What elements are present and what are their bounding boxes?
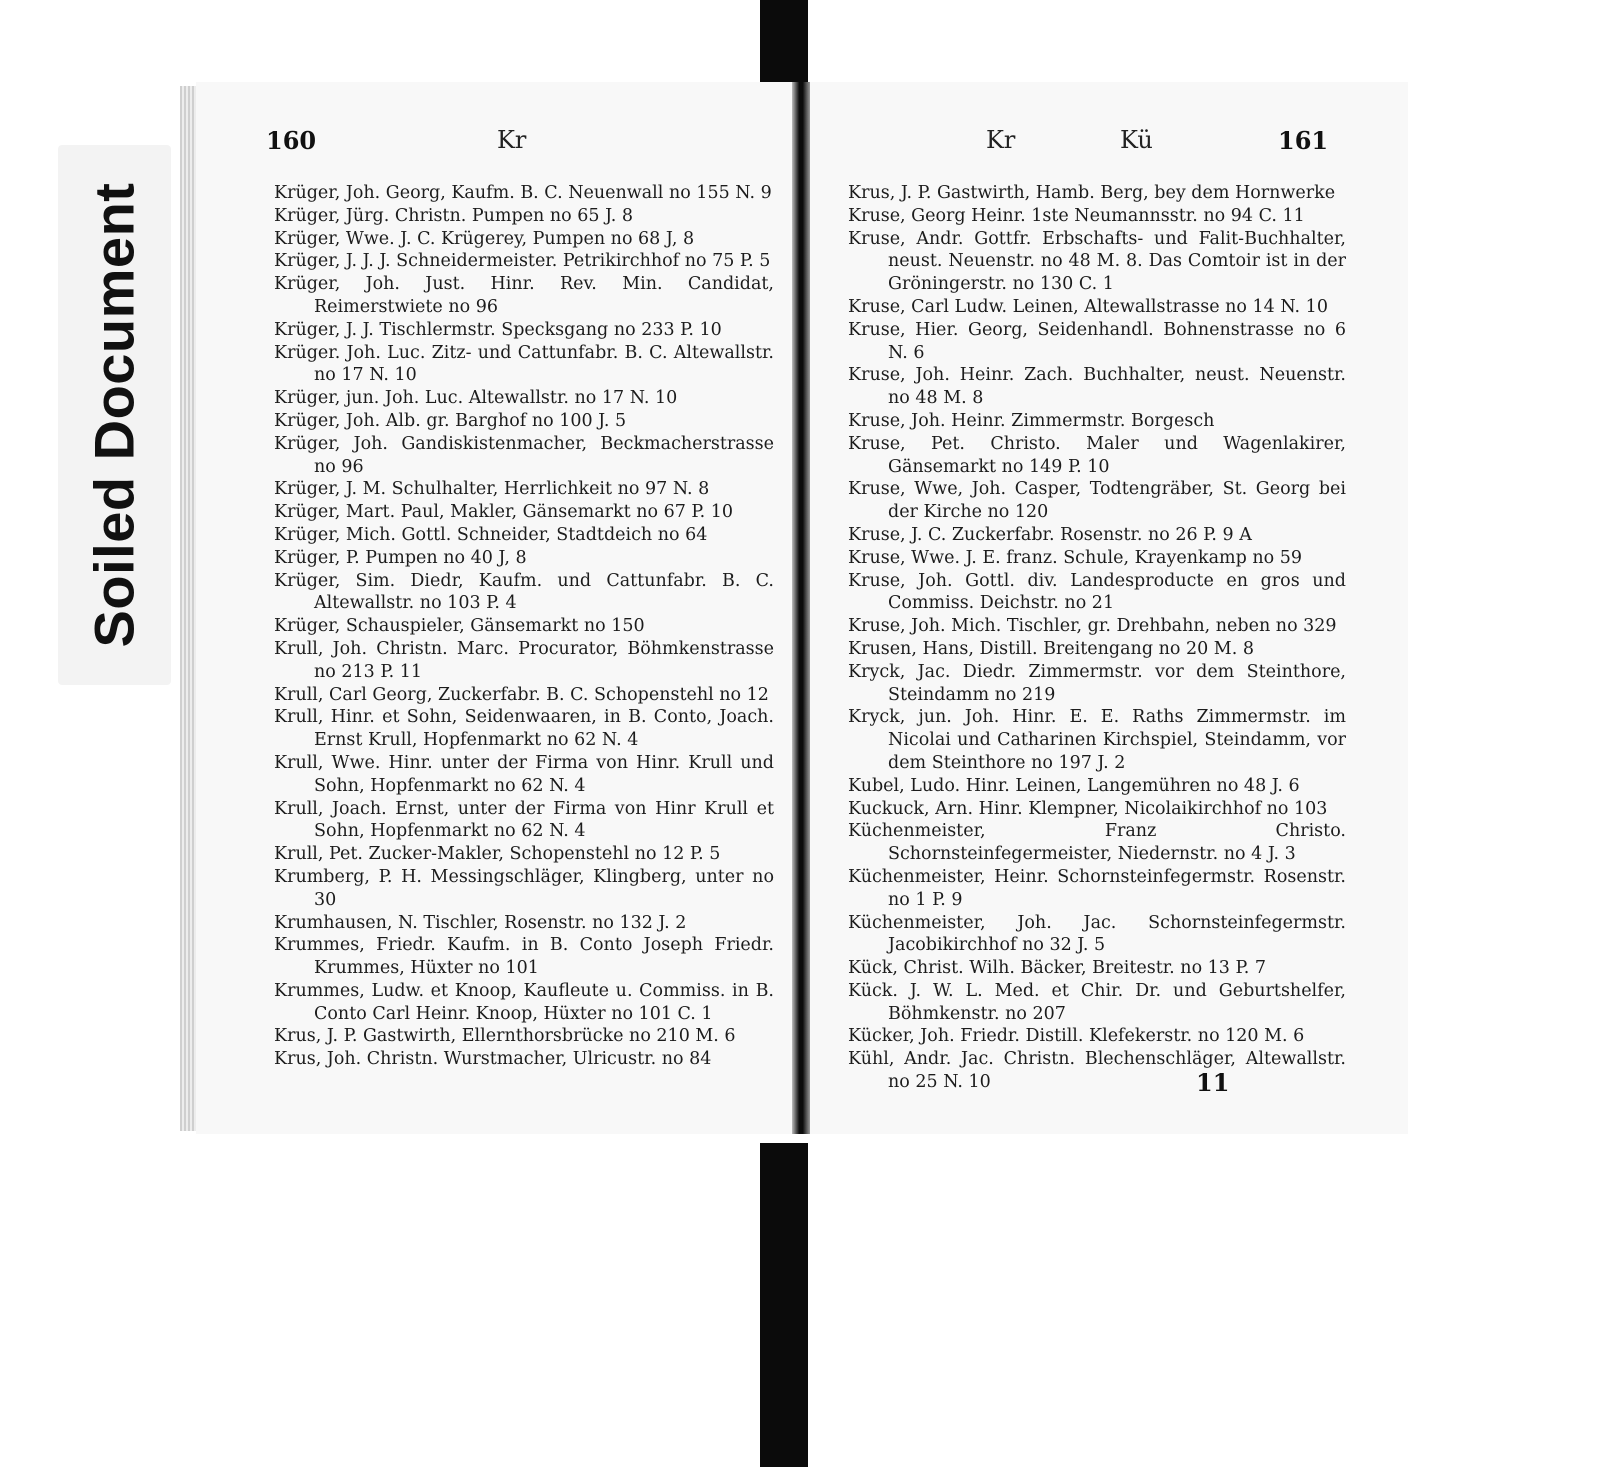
- directory-entry: Krumhausen, N. Tischler, Rosenstr. no 132 J. 2: [274, 912, 687, 933]
- directory-entry: Krull, Pet. Zucker-Makler, Schopenstehl no 12 P. 5: [274, 844, 721, 865]
- directory-entry: Kruse, Hier. Georg, Seidenhandl. Bohnenstrasse no 6 N. 6: [848, 319, 1346, 363]
- directory-entry: Krüger, Sim. Diedr, Kaufm. und Cattunfabr. B. C. Altewallstr. no 103 P. 4: [274, 570, 774, 614]
- directory-entry: Krüger. Joh. Luc. Zitz- und Cattunfabr. B. C. Altewallstr. no 17 N. 10: [274, 342, 774, 386]
- directory-entry: Krüger, Joh. Just. Hinr. Rev. Min. Candidat, Reimerstwiete no 96: [274, 274, 774, 317]
- directory-entry: Kruse, Joh. Mich. Tischler, gr. Drehbahn, neben no 329: [848, 616, 1337, 637]
- soiled-document-label: Soiled Document: [82, 182, 146, 648]
- directory-entry: Kruse, Andr. Gottfr. Erbschafts- und Falit-Buchhalter, neust. Neuenstr. no 48 M. 8. Das Comtoir ist in der Gröningerstr. no 130 C. 1: [848, 228, 1346, 295]
- directory-entry: Krummes, Ludw. et Knoop, Kaufleute u. Commiss. in B. Conto Carl Heinr. Knoop, Hüxter no 101 C. 1: [274, 980, 774, 1024]
- directory-entry: Krus, J. P. Gastwirth, Ellernthorsbrücke no 210 M. 6: [274, 1026, 736, 1047]
- right-page-header-right: Kü: [1120, 126, 1153, 154]
- directory-entry: Krüger, J. J. Tischlermstr. Specksgang no 233 P. 10: [274, 319, 722, 340]
- right-page-entries: [848, 182, 1346, 1094]
- directory-entry: Kuckuck, Arn. Hinr. Klempner, Nicolaikirchhof no 103: [848, 798, 1328, 819]
- directory-entry: Kryck, jun. Joh. Hinr. E. E. Raths Zimmermstr. im Nicolai und Catharinen Kirchspiel, Steindamm, vor dem Steinthore no 197 J. 2: [848, 707, 1346, 773]
- directory-entry: Krüger, Mart. Paul, Makler, Gänsemarkt no 67 P. 10: [274, 502, 734, 523]
- left-page-header: Kr: [497, 126, 527, 154]
- directory-entry: Krull, Joach. Ernst, unter der Firma von Hinr Krull et Sohn, Hopfenmarkt no 62 N. 4: [274, 798, 774, 842]
- directory-entry: Küchenmeister, Heinr. Schornsteinfegermstr. Rosenstr. no 1 P. 9: [848, 866, 1346, 910]
- directory-entry: Krüger, J. M. Schulhalter, Herrlichkeit no 97 N. 8: [274, 479, 710, 500]
- right-page-header-left: Kr: [986, 126, 1016, 154]
- directory-entry: Kruse, J. C. Zuckerfabr. Rosenstr. no 26 P. 9 A: [848, 524, 1252, 545]
- directory-entry: Krull, Hinr. et Sohn, Seidenwaaren, in B. Conto, Joach. Ernst Krull, Hopfenmarkt no 62 N. 4: [274, 707, 774, 751]
- directory-entry: Krüger, Joh. Gandiskistenmacher, Beckmacherstrasse no 96: [274, 433, 774, 477]
- directory-entry: Küchenmeister, Joh. Jac. Schornsteinfegermstr. Jacobikirchhof no 32 J. 5: [848, 912, 1346, 956]
- signature-mark: 11: [1196, 1068, 1230, 1097]
- directory-entry: Krüger, Jürg. Christn. Pumpen no 65 J. 8: [274, 205, 633, 226]
- directory-entry: Kruse, Carl Ludw. Leinen, Altewallstrasse no 14 N. 10: [848, 296, 1328, 317]
- directory-entry: Kück. J. W. L. Med. et Chir. Dr. und Geburtshelfer, Böhmkenstr. no 207: [848, 980, 1346, 1024]
- directory-entry: Küchenmeister, Franz Christo. Schornsteinfegermeister, Niedernstr. no 4 J. 3: [848, 821, 1346, 865]
- directory-entry: Kruse, Joh. Heinr. Zach. Buchhalter, neust. Neuenstr. no 48 M. 8: [848, 365, 1346, 409]
- directory-entry: Krus, Joh. Christn. Wurstmacher, Ulricustr. no 84: [274, 1049, 712, 1070]
- directory-entry: Krusen, Hans, Distill. Breitengang no 20 M. 8: [848, 638, 1254, 659]
- book-gutter: [792, 82, 810, 1134]
- binding-bar-bottom: [760, 1143, 808, 1467]
- directory-entry: Krüger, P. Pumpen no 40 J, 8: [274, 547, 527, 568]
- directory-entry: Krull, Wwe. Hinr. unter der Firma von Hinr. Krull und Sohn, Hopfenmarkt no 62 N. 4: [274, 752, 774, 796]
- directory-entry: Krummes, Friedr. Kaufm. in B. Conto Joseph Friedr. Krummes, Hüxter no 101: [274, 935, 774, 979]
- directory-entry: Kruse, Wwe. J. E. franz. Schule, Krayenkamp no 59: [848, 547, 1303, 568]
- directory-entry: Kruse, Pet. Christo. Maler und Wagenlakirer, Gänsemarkt no 149 P. 10: [848, 433, 1346, 477]
- directory-entry: Krüger, Joh. Georg, Kaufm. B. C. Neuenwall no 155 N. 9: [274, 183, 772, 203]
- directory-entry: Krüger, Joh. Alb. gr. Barghof no 100 J. 5: [274, 410, 627, 431]
- directory-entry: Krüger, Schauspieler, Gänsemarkt no 150: [274, 616, 645, 637]
- directory-entry: Krull, Carl Georg, Zuckerfabr. B. C. Schopenstehl no 12: [274, 684, 769, 705]
- left-page-number: 160: [266, 126, 317, 155]
- directory-entry: Krüger, J. J. J. Schneidermeister. Petrikirchhof no 75 P. 5: [274, 251, 771, 272]
- directory-entry: Krüger, Wwe. J. C. Krügerey, Pumpen no 68 J, 8: [274, 228, 695, 249]
- directory-entry: Kruse, Joh. Heinr. Zimmermstr. Borgesch: [848, 410, 1215, 431]
- right-page-number: 161: [1278, 126, 1329, 155]
- directory-entry: Kubel, Ludo. Hinr. Leinen, Langemühren no 48 J. 6: [848, 775, 1300, 796]
- directory-entry: Krull, Joh. Christn. Marc. Procurator, Böhmkenstrasse no 213 P. 11: [274, 638, 774, 682]
- directory-entry: Kruse, Wwe, Joh. Casper, Todtengräber, St. Georg bei der Kirche no 120: [848, 479, 1346, 523]
- directory-entry: Krus, J. P. Gastwirth, Hamb. Berg, bey dem Hornwerke: [848, 183, 1336, 203]
- left-page-entries: [274, 182, 774, 1071]
- directory-entry: Kühl, Andr. Jac. Christn. Blechenschläger, Altewallstr. no 25 N. 10: [848, 1049, 1346, 1093]
- directory-entry: Kück, Christ. Wilh. Bäcker, Breitestr. no 13 P. 7: [848, 958, 1266, 979]
- directory-entry: Krumberg, P. H. Messingschläger, Klingberg, unter no 30: [274, 866, 774, 910]
- directory-entry: Krüger, jun. Joh. Luc. Altewallstr. no 17 N. 10: [274, 388, 678, 409]
- directory-entry: Kücker, Joh. Friedr. Distill. Klefekerstr. no 120 M. 6: [848, 1026, 1305, 1047]
- directory-entry: Kruse, Georg Heinr. 1ste Neumannsstr. no 94 C. 11: [848, 205, 1305, 226]
- directory-entry: Kryck, Jac. Diedr. Zimmermstr. vor dem Steinthore, Steindamm no 219: [848, 661, 1346, 705]
- directory-entry: Kruse, Joh. Gottl. div. Landesproducte en gros und Commiss. Deichstr. no 21: [848, 570, 1346, 614]
- directory-entry: Krüger, Mich. Gottl. Schneider, Stadtdeich no 64: [274, 524, 708, 545]
